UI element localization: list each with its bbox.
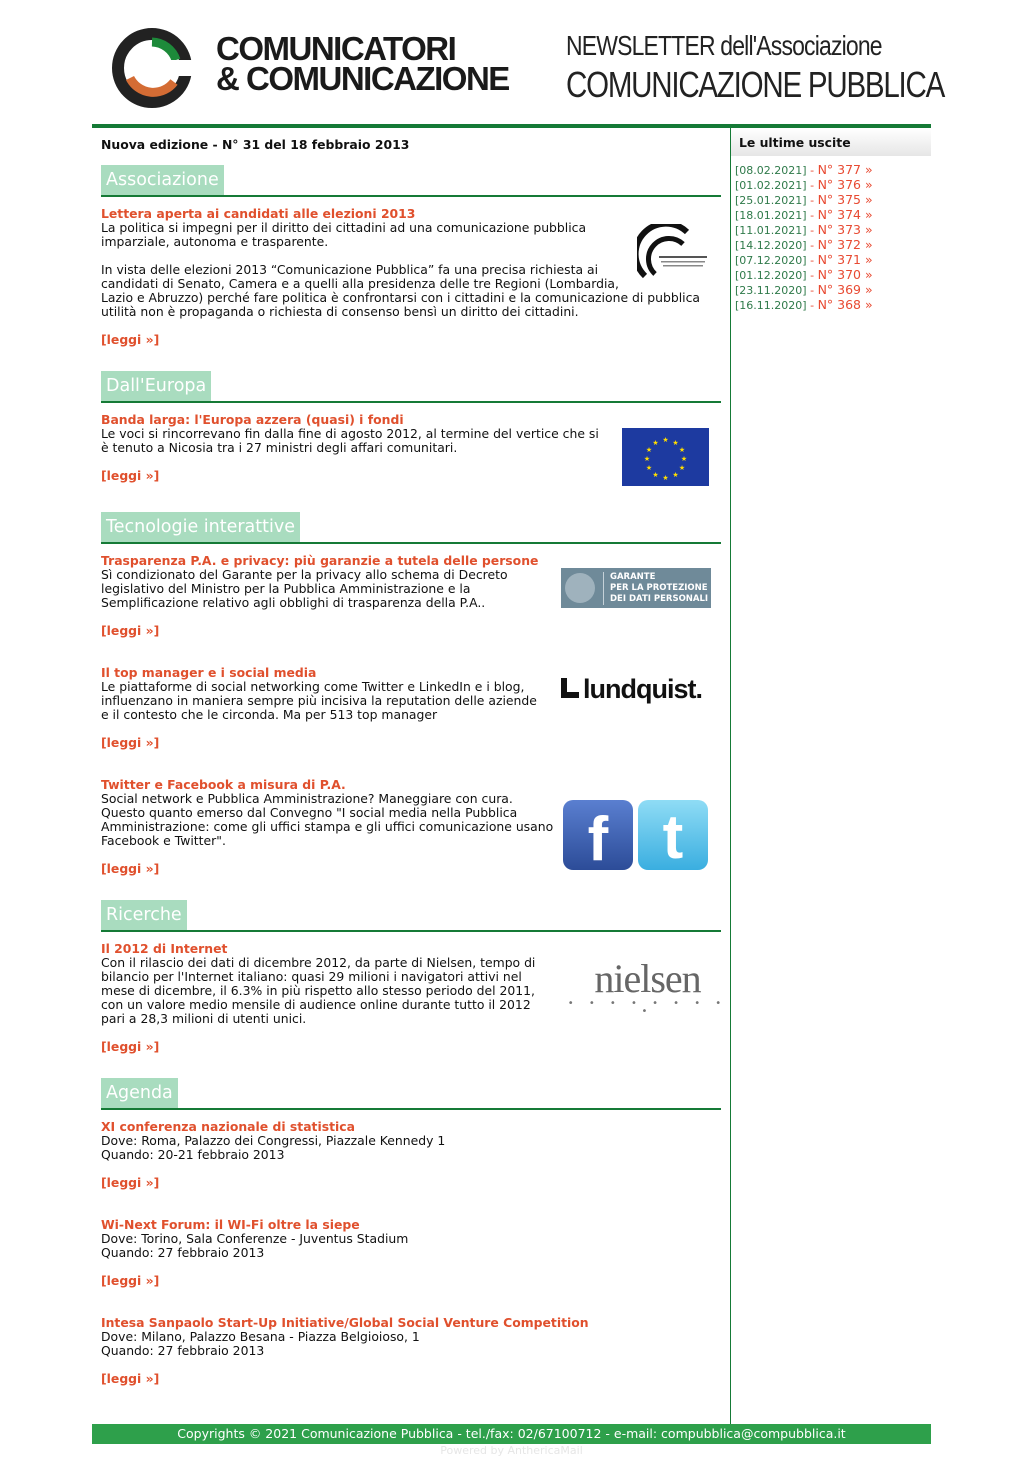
issue-link[interactable] xyxy=(735,298,931,313)
article-body: Le voci si rincorrevano fin dalla fine di agosto 2012, al termine del vertice che si è tenuto a Nicosia tra i 27 ministri degli affari comunitari. xyxy=(101,426,599,455)
issue-date: [01.12.2020] xyxy=(735,269,807,282)
article-title-link[interactable]: Banda larga: l'Europa azzera (quasi) i fondi xyxy=(101,412,404,427)
issue-link[interactable] xyxy=(735,253,931,268)
section-header-agenda xyxy=(101,1078,721,1110)
issue-date: [18.01.2021] xyxy=(735,209,807,222)
agenda-item xyxy=(101,1316,721,1386)
read-more-link[interactable]: [leggi »] xyxy=(101,1273,160,1288)
article-body: Social network e Pubblica Amministrazione? Maneggiare con cura. Questo quanto emerso dal Convegno "I social media nella Pubblica Amministrazione: come gli uffici stampa e gli uffici comunicazione usano Facebook e Twitter". xyxy=(101,791,554,848)
newsletter-title xyxy=(566,30,944,106)
brand-name xyxy=(216,30,509,97)
issue-link[interactable] xyxy=(735,268,931,283)
issue-number[interactable]: N° 376 » xyxy=(817,177,873,192)
lundquist-mark-icon xyxy=(561,678,579,698)
article xyxy=(101,207,721,347)
read-more-link[interactable]: [leggi »] xyxy=(101,468,160,483)
issue-link[interactable] xyxy=(735,208,931,223)
agenda-item xyxy=(101,1218,721,1288)
separator: - xyxy=(810,254,815,267)
nielsen-text: nielsen xyxy=(594,956,701,1001)
newsletter-line-1: NEWSLETTER dell'Associazione xyxy=(566,30,882,61)
powered-by: Powered by AnthericaMail xyxy=(440,1444,583,1457)
emblem-icon xyxy=(565,573,595,603)
svg-text:★: ★ xyxy=(662,474,669,482)
sidebar xyxy=(730,128,931,1424)
separator: - xyxy=(810,239,815,252)
newsletter-line-2: COMUNICAZIONE PUBBLICA xyxy=(566,64,945,105)
garante-text xyxy=(603,572,708,605)
article-body: Dove: Roma, Palazzo dei Congressi, Piazzale Kennedy 1 Quando: 20-21 febbraio 2013 xyxy=(101,1133,446,1162)
svg-text:★: ★ xyxy=(672,439,679,447)
read-more-link[interactable]: [leggi »] xyxy=(101,1371,160,1386)
section-header-associazione xyxy=(101,165,721,197)
article-title-link[interactable]: Lettera aperta ai candidati alle elezioni 2013 xyxy=(101,206,416,221)
section-title: Tecnologie interattive xyxy=(101,512,300,542)
issue-link[interactable] xyxy=(735,283,931,298)
separator: - xyxy=(810,209,815,222)
lundquist-logo xyxy=(561,674,702,704)
svg-text:★: ★ xyxy=(680,455,688,463)
edition-title: Nuova edizione - N° 31 del 18 febbraio 2013 xyxy=(101,137,410,152)
issues-list xyxy=(735,163,931,313)
section-rule xyxy=(101,195,721,197)
issue-link[interactable] xyxy=(735,163,931,178)
section-title: Agenda xyxy=(101,1078,178,1108)
garante-line: DEI DATI PERSONALI xyxy=(610,593,709,604)
svg-text:★: ★ xyxy=(652,439,659,447)
logo-icon xyxy=(110,20,194,112)
svg-text:★: ★ xyxy=(643,455,651,463)
issue-number[interactable]: N° 377 » xyxy=(817,162,873,177)
nielsen-dots: • • • • • • • • • xyxy=(567,998,728,1017)
issue-number[interactable]: N° 370 » xyxy=(817,267,873,282)
article-body: Con il rilascio dei dati di dicembre 2012, da parte di Nielsen, tempo di bilancio per l'Internet italiano: quasi 29 milioni i navigatori attivi nel mese di dicembre, il 6.3% in più rispetto allo stesso periodo del 2011, con un valore medio mensile di audience online durante tutto il 2012 pari a 28,3 milioni di utenti unici. xyxy=(101,955,536,1026)
issue-number[interactable]: N° 373 » xyxy=(817,222,873,237)
section-header-ricerche xyxy=(101,900,721,932)
read-more-link[interactable]: [leggi »] xyxy=(101,332,160,347)
facebook-icon: f xyxy=(563,800,633,870)
separator: - xyxy=(810,284,815,297)
issue-date: [11.01.2021] xyxy=(735,224,807,237)
section-title: Associazione xyxy=(101,165,224,195)
article-title-link[interactable]: Wi-Next Forum: il WI-Fi oltre la siepe xyxy=(101,1217,360,1232)
issue-number[interactable]: N° 368 » xyxy=(817,297,873,312)
garante-line: PER LA PROTEZIONE xyxy=(610,582,708,593)
separator: - xyxy=(810,269,815,282)
issue-date: [16.11.2020] xyxy=(735,299,807,312)
section-title: Ricerche xyxy=(101,900,187,930)
issue-link[interactable] xyxy=(735,223,931,238)
article-body: La politica si impegni per il diritto dei cittadini ad una comunicazione pubblica imparziale, autonoma e trasparente. In vista delle elezioni 2013 “Comunicazione Pubblica” fa una precisa richiesta ai candidati di Senato, Camera e a quelli alla presidenza delle tre Regioni (Lombardia, Lazio e Abruzzo) perché fare politica è confrontarsi con i cittadini e la comunicazione di pubblica utilità non è propaganda o richiesta di consenso bensì un diritto dei cittadini. xyxy=(101,220,700,319)
svg-text:★: ★ xyxy=(678,446,686,454)
separator: - xyxy=(810,224,815,237)
read-more-link[interactable]: [leggi »] xyxy=(101,735,160,750)
sidebar-title: Le ultime uscite xyxy=(731,128,931,156)
brand-line-2: & COMUNICAZIONE xyxy=(216,60,509,97)
nielsen-logo xyxy=(565,958,730,1016)
svg-text:★: ★ xyxy=(662,436,669,444)
svg-text:★: ★ xyxy=(645,446,653,454)
footer: Copyrights © 2021 Comunicazione Pubblica - tel./fax: 02/67100712 - e-mail: compubblica@compubblica.it xyxy=(92,1424,931,1444)
issue-date: [25.01.2021] xyxy=(735,194,807,207)
article-title-link[interactable]: Trasparenza P.A. e privacy: più garanzie a tutela delle persone xyxy=(101,553,539,568)
separator: - xyxy=(810,194,815,207)
article-body: Dove: Milano, Palazzo Besana - Piazza Belgioioso, 1 Quando: 27 febbraio 2013 xyxy=(101,1329,420,1358)
article-title-link[interactable]: Intesa Sanpaolo Start-Up Initiative/Global Social Venture Competition xyxy=(101,1315,589,1330)
read-more-link[interactable]: [leggi »] xyxy=(101,1039,160,1054)
separator: - xyxy=(810,299,815,312)
article-title-link[interactable]: XI conferenza nazionale di statistica xyxy=(101,1119,355,1134)
issue-date: [23.11.2020] xyxy=(735,284,807,297)
separator: - xyxy=(810,164,815,177)
issue-link[interactable] xyxy=(735,238,931,253)
article-body: Le piattaforme di social networking come Twitter e LinkedIn e i blog, influenzano in maniera sempre più incisiva la reputation delle aziende e il contesto che le circonda. Ma per 513 top manager xyxy=(101,679,537,722)
separator: - xyxy=(810,179,815,192)
issue-number[interactable]: N° 374 » xyxy=(817,207,873,222)
section-rule xyxy=(101,542,721,544)
issue-number[interactable]: N° 375 » xyxy=(817,192,873,207)
svg-text:★: ★ xyxy=(645,464,653,472)
issue-link[interactable] xyxy=(735,193,931,208)
svg-text:★: ★ xyxy=(652,471,659,479)
issue-date: [07.12.2020] xyxy=(735,254,807,267)
section-rule xyxy=(101,401,721,403)
section-header-europa xyxy=(101,371,721,403)
article-title-link[interactable]: Il top manager e i social media xyxy=(101,665,317,680)
header xyxy=(92,0,945,125)
read-more-link[interactable]: [leggi »] xyxy=(101,861,160,876)
article-title-link[interactable]: Twitter e Facebook a misura di P.A. xyxy=(101,777,346,792)
section-header-tecnologie xyxy=(101,512,721,544)
read-more-link[interactable]: [leggi »] xyxy=(101,623,160,638)
section-rule xyxy=(101,930,721,932)
article-body: Dove: Torino, Sala Conferenze - Juventus Stadium Quando: 27 febbraio 2013 xyxy=(101,1231,409,1260)
brand-line-1: COMUNICATORI xyxy=(216,30,456,67)
issue-number[interactable]: N° 372 » xyxy=(817,237,873,252)
lundquist-text: lundquist. xyxy=(583,674,702,704)
twitter-icon: t xyxy=(638,800,708,870)
issue-number[interactable]: N° 369 » xyxy=(817,282,873,297)
svg-text:★: ★ xyxy=(678,464,686,472)
agenda-item xyxy=(101,1120,721,1190)
section-rule xyxy=(101,1108,721,1110)
issue-number[interactable]: N° 371 » xyxy=(817,252,873,267)
article-title-link[interactable]: Il 2012 di Internet xyxy=(101,941,228,956)
article-body: Sì condizionato del Garante per la privacy allo schema di Decreto legislativo del Ministro per la Pubblica Amministrazione e la Semplificazione relativo agli obblighi di trasparenza della P.A.. xyxy=(101,567,508,610)
issue-date: [01.02.2021] xyxy=(735,179,807,192)
issue-link[interactable] xyxy=(735,178,931,193)
read-more-link[interactable]: [leggi »] xyxy=(101,1175,160,1190)
section-title: Dall'Europa xyxy=(101,371,211,401)
eu-flag-icon xyxy=(622,428,709,486)
garante-line: GARANTE xyxy=(610,571,656,582)
comunicazione-pubblica-logo-icon xyxy=(637,224,712,286)
issue-date: [14.12.2020] xyxy=(735,239,807,252)
garante-privacy-logo xyxy=(561,568,711,608)
svg-text:★: ★ xyxy=(672,471,679,479)
issue-date: [08.02.2021] xyxy=(735,164,807,177)
